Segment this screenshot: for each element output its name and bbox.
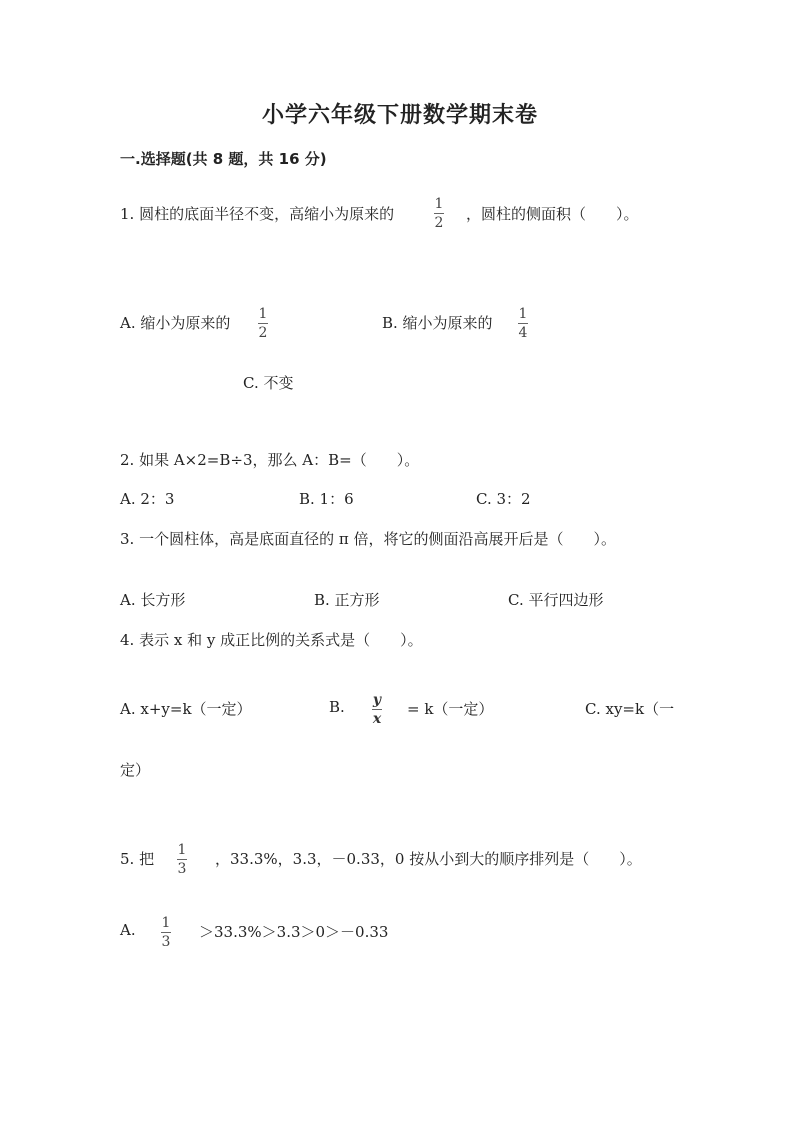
fraction-bar <box>518 323 528 324</box>
fraction-denominator: 4 <box>518 325 528 341</box>
fraction-numerator: 1 <box>258 306 268 322</box>
q4-option-b-tail: = k（一定） <box>407 700 494 718</box>
q4-option-c-continued: 定） <box>120 761 151 779</box>
q5-fraction <box>177 842 187 877</box>
q5-option-a-tail: ＞33.3%＞3.3＞0＞－0.33 <box>199 923 389 941</box>
page-title: 小学六年级下册数学期末卷 <box>261 102 538 128</box>
fraction-bar <box>258 323 268 324</box>
q1-stem: 1. 圆柱的底面半径不变，高缩小为原来的 <box>120 205 395 223</box>
q1-option-a[interactable]: A. 缩小为原来的 <box>120 314 231 332</box>
q1-fraction <box>434 196 444 231</box>
q3-stem: 3. 一个圆柱体，高是底面直径的 π 倍，将它的侧面沿高展开后是（ ）。 <box>120 530 616 548</box>
q3-option-b[interactable]: B. 正方形 <box>314 591 380 609</box>
fraction-numerator: 1 <box>161 915 171 931</box>
q2-option-b[interactable]: B. 1：6 <box>299 490 354 508</box>
q1-option-b-fraction <box>518 306 528 341</box>
fraction-bar <box>177 859 187 860</box>
q4-option-b-fraction <box>372 692 382 727</box>
fraction-numerator: 1 <box>434 196 444 212</box>
q2-stem: 2. 如果 A×2=B÷3，那么 A：B=（ ）。 <box>120 451 420 469</box>
q2-option-a[interactable]: A. 2：3 <box>120 490 175 508</box>
fraction-bar <box>161 932 171 933</box>
q1-option-c[interactable]: C. 不变 <box>243 374 294 392</box>
q4-option-b[interactable]: B. <box>329 698 345 716</box>
fraction-bar <box>372 709 382 710</box>
section-heading: 一.选择题(共 8 题，共 16 分) <box>120 150 327 168</box>
q1-option-a-fraction <box>258 306 268 341</box>
fraction-denominator: 2 <box>434 215 444 231</box>
q3-option-a[interactable]: A. 长方形 <box>120 591 186 609</box>
q4-option-a[interactable]: A. x+y=k（一定） <box>120 700 252 718</box>
q5-stem: 5. 把 <box>120 850 155 868</box>
fraction-denominator: 2 <box>258 325 268 341</box>
q2-option-c[interactable]: C. 3：2 <box>476 490 531 508</box>
q1-option-b[interactable]: B. 缩小为原来的 <box>382 314 493 332</box>
fraction-denominator: 3 <box>177 861 187 877</box>
q1-stem-tail: ，圆柱的侧面积（ ）。 <box>466 205 639 223</box>
fraction-bar <box>434 213 444 214</box>
fraction-numerator: 1 <box>177 842 187 858</box>
q3-option-c[interactable]: C. 平行四边形 <box>508 591 604 609</box>
q5-stem-tail: ，33.3%，3.3，－0.33，0 按从小到大的顺序排列是（ ）。 <box>215 850 642 868</box>
q5-option-a[interactable]: A. <box>120 921 136 939</box>
fraction-denominator: x <box>372 711 382 727</box>
fraction-denominator: 3 <box>161 934 171 950</box>
fraction-numerator: y <box>372 692 382 708</box>
q5-option-a-fraction <box>161 915 171 950</box>
q4-option-c[interactable]: C. xy=k（一 <box>585 700 675 718</box>
q4-stem: 4. 表示 x 和 y 成正比例的关系式是（ ）。 <box>120 631 423 649</box>
fraction-numerator: 1 <box>518 306 528 322</box>
